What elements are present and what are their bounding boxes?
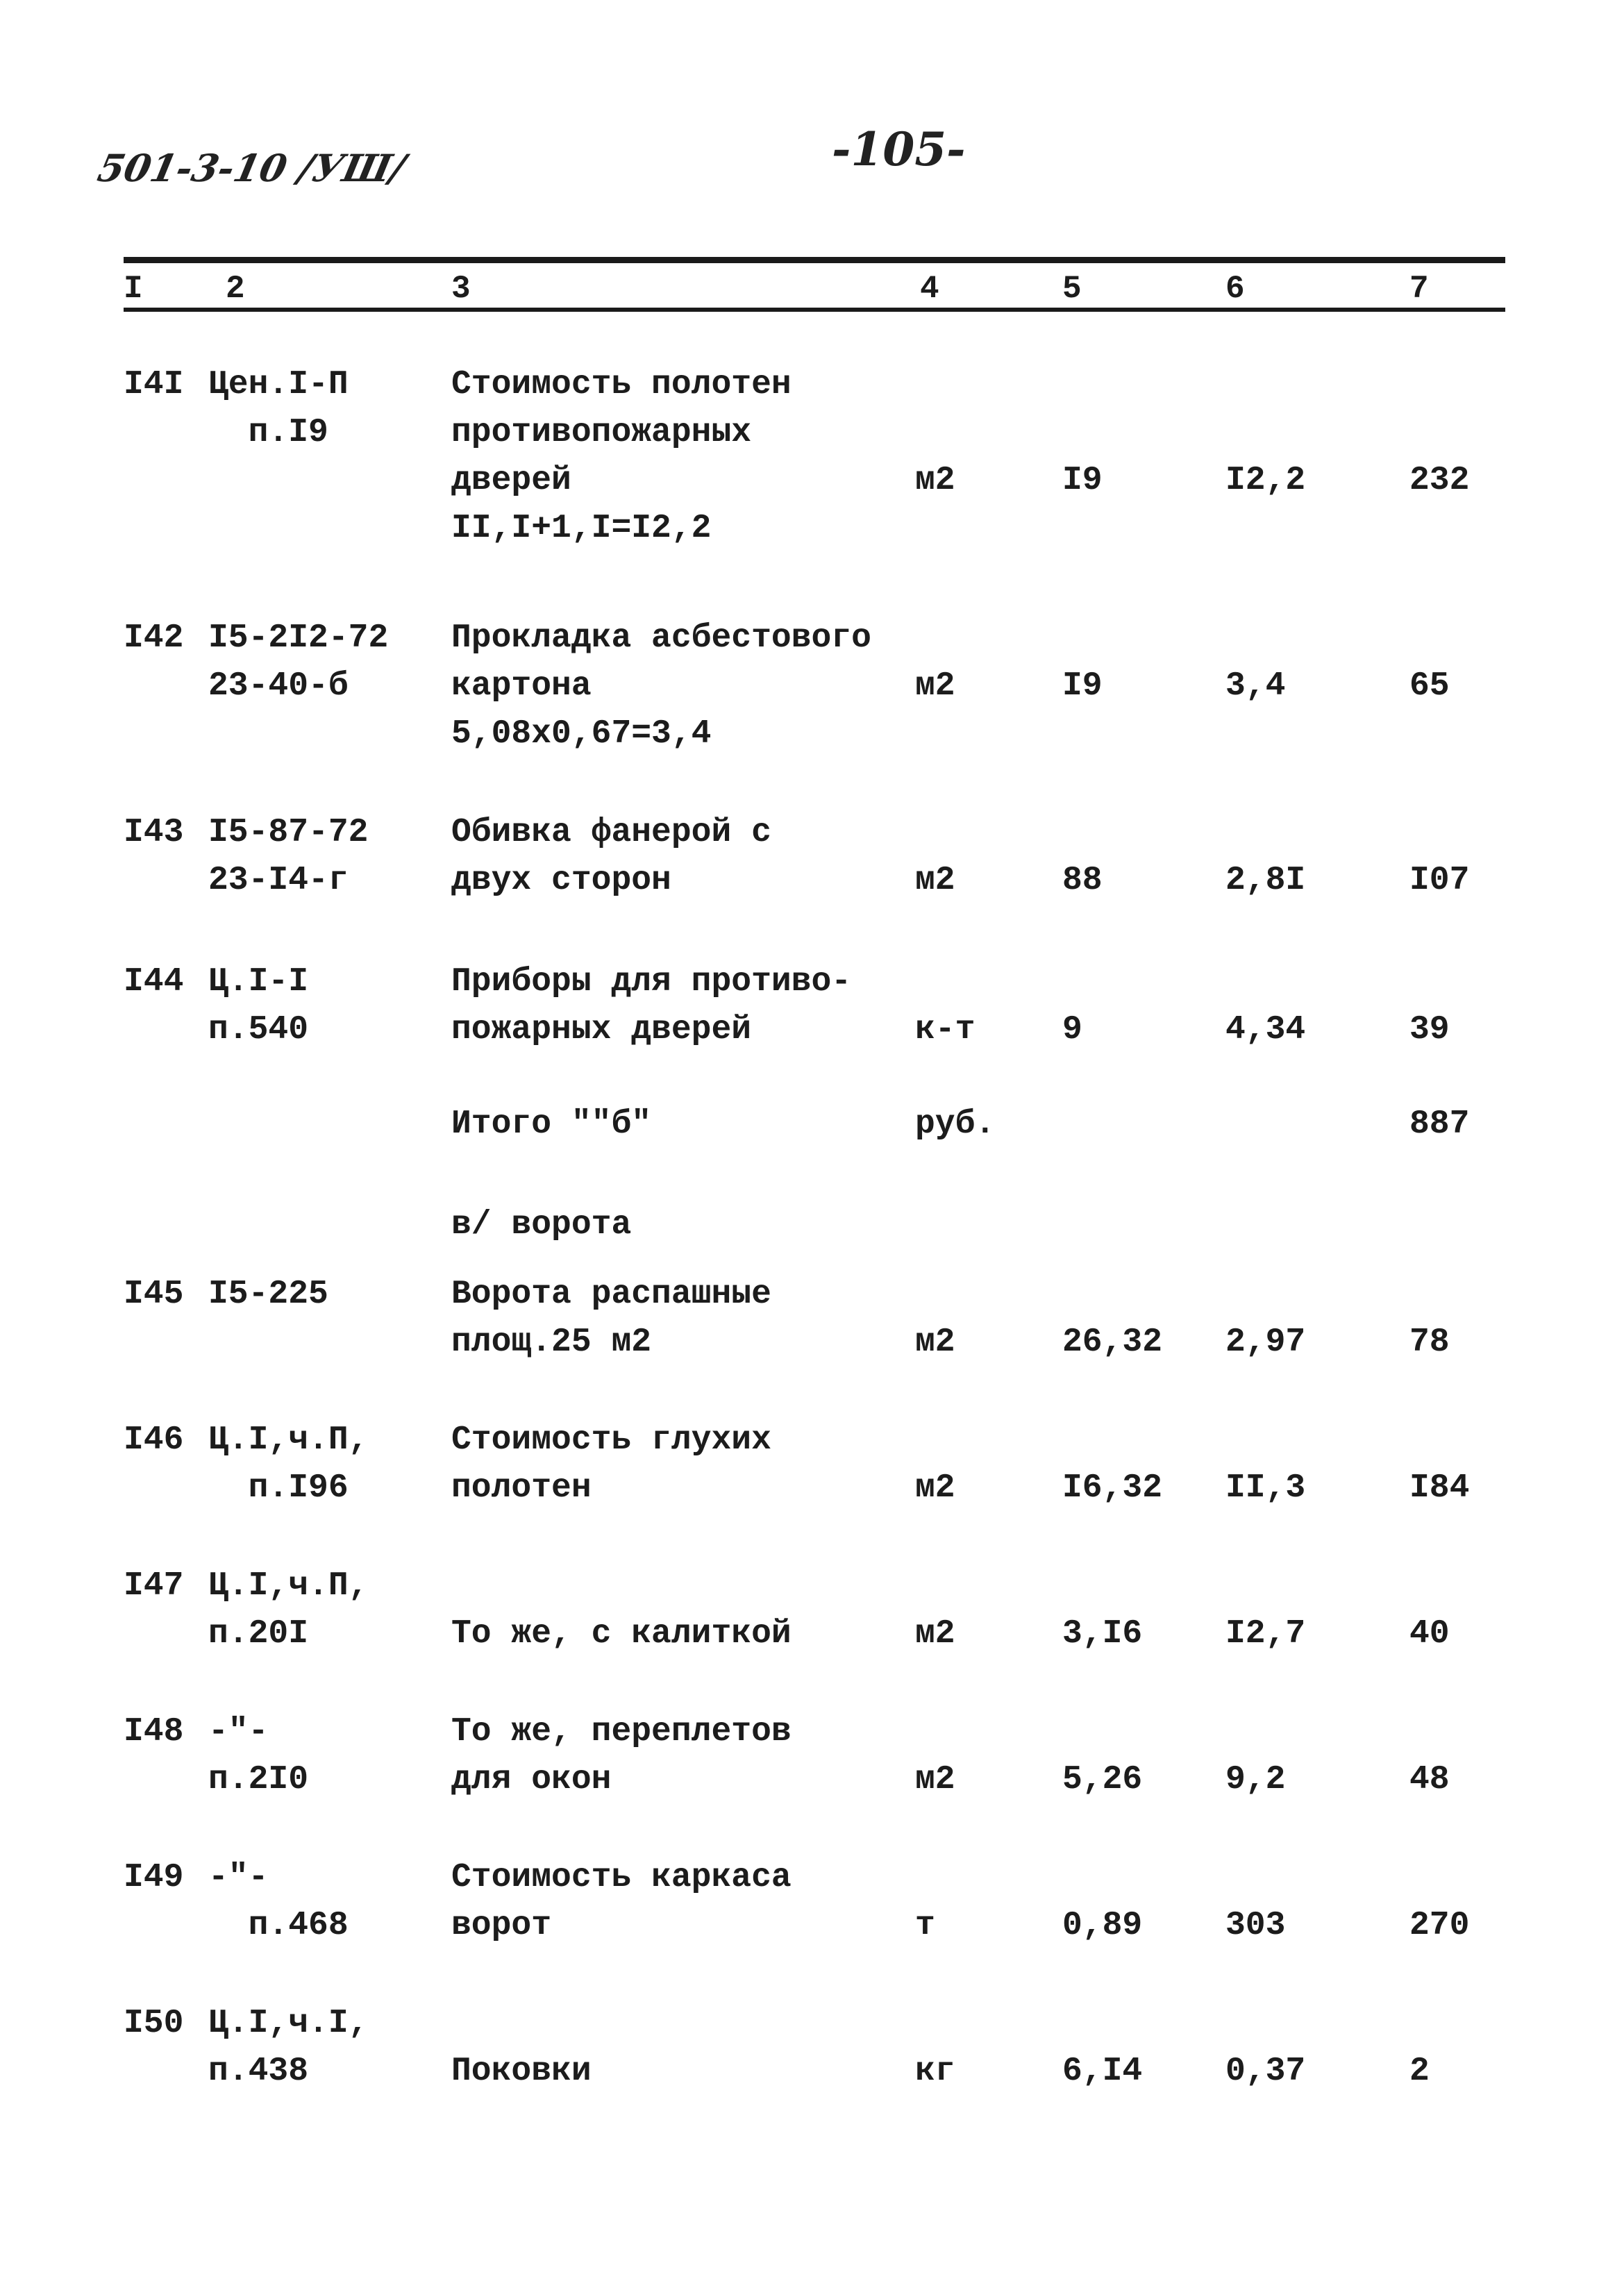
column-header-6: 6 <box>1225 271 1245 307</box>
column-header-7: 7 <box>1409 271 1429 307</box>
row-number: I49 <box>124 1859 184 1896</box>
row-description: Приборы для противо- пожарных дверей <box>451 963 852 1049</box>
header-bottom-rule <box>124 308 1505 312</box>
column-header-5: 5 <box>1062 271 1082 307</box>
column-header-1: I <box>124 271 143 307</box>
row-unit: м2 <box>915 862 955 899</box>
row-number: I4I <box>124 366 184 403</box>
document-code: 501-3-10 /УШ/ <box>94 146 410 190</box>
column-header-3: 3 <box>451 271 471 307</box>
row-quantity: 88 <box>1062 862 1103 899</box>
row-description: Ворота распашные площ.25 м2 <box>451 1276 771 1361</box>
column-header-4: 4 <box>920 271 939 307</box>
row-quantity: 0,89 <box>1062 1907 1143 1944</box>
row-reference: I5-225 <box>208 1276 328 1313</box>
row-reference: Цен.I-П п.I9 <box>208 366 349 451</box>
row-price: 0,37 <box>1225 2053 1306 2090</box>
row-price: 2,97 <box>1225 1323 1306 1361</box>
row-price: 2,8I <box>1225 862 1306 899</box>
row-price: I2,2 <box>1225 462 1306 499</box>
row-number: I43 <box>124 814 184 851</box>
row-number: I50 <box>124 2005 184 2042</box>
row-unit: м2 <box>915 1323 955 1361</box>
row-reference: Ц.I-I п.540 <box>208 963 309 1049</box>
row-reference: Ц.I,ч.П, п.I96 <box>208 1421 369 1507</box>
column-header-2: 2 <box>226 271 245 307</box>
row-total: 40 <box>1409 1615 1450 1653</box>
row-number: I48 <box>124 1713 184 1751</box>
row-unit: м2 <box>915 1615 955 1653</box>
row-number: I42 <box>124 619 184 657</box>
row-quantity: 6,I4 <box>1062 2053 1143 2090</box>
row-unit: кг <box>915 2053 955 2090</box>
row-total: I07 <box>1409 862 1470 899</box>
row-quantity: 5,26 <box>1062 1761 1143 1798</box>
row-reference: I5-2I2-72 23-40-б <box>208 619 389 705</box>
row-total: 39 <box>1409 1011 1450 1049</box>
row-reference: -"- п.2I0 <box>208 1713 309 1798</box>
row-quantity: 26,32 <box>1062 1323 1163 1361</box>
row-quantity: 9 <box>1062 1011 1082 1049</box>
row-description: Стоимость полотен противопожарных дверей II,I+1,I=I2,2 <box>451 366 792 547</box>
row-price: II,3 <box>1225 1469 1306 1507</box>
row-number: I45 <box>124 1276 184 1313</box>
row-reference: -"- п.468 <box>208 1859 349 1944</box>
row-unit: м2 <box>915 1469 955 1507</box>
row-reference: Ц.I,ч.I, п.438 <box>208 2005 369 2090</box>
row-price: 9,2 <box>1225 1761 1286 1798</box>
row-description: То же, переплетов для окон <box>451 1713 792 1798</box>
row-quantity: 3,I6 <box>1062 1615 1143 1653</box>
row-unit: к-т <box>915 1011 976 1049</box>
row-price: 4,34 <box>1225 1011 1306 1049</box>
row-total: 78 <box>1409 1323 1450 1361</box>
row-total: 232 <box>1409 462 1470 499</box>
row-reference: Ц.I,ч.П, п.20I <box>208 1567 369 1653</box>
row-description: Прокладка асбестового картона 5,08х0,67=3,4 <box>451 619 871 753</box>
row-quantity: I6,32 <box>1062 1469 1163 1507</box>
row-quantity: I9 <box>1062 667 1103 705</box>
row-unit: м2 <box>915 667 955 705</box>
row-total: 48 <box>1409 1761 1450 1798</box>
row-price: I2,7 <box>1225 1615 1306 1653</box>
row-quantity: I9 <box>1062 462 1103 499</box>
row-total: 887 <box>1409 1105 1470 1143</box>
row-description: Итого ""б" <box>451 1105 652 1143</box>
row-unit: м2 <box>915 1761 955 1798</box>
table-top-rule <box>124 257 1505 263</box>
page-number: -105- <box>832 122 966 176</box>
row-number: I47 <box>124 1567 184 1605</box>
row-unit: руб. <box>915 1105 996 1143</box>
row-unit: м2 <box>915 462 955 499</box>
row-total: I84 <box>1409 1469 1470 1507</box>
row-description: Стоимость глухих полотен <box>451 1421 771 1507</box>
row-price: 3,4 <box>1225 667 1286 705</box>
row-unit: т <box>915 1907 935 1944</box>
row-description: Обивка фанерой с двух сторон <box>451 814 771 899</box>
row-reference: I5-87-72 23-I4-г <box>208 814 369 899</box>
row-total: 270 <box>1409 1907 1470 1944</box>
row-price: 303 <box>1225 1907 1286 1944</box>
row-description: Поковки <box>451 2053 592 2090</box>
row-description: в/ ворота <box>451 1206 632 1244</box>
row-description: Стоимость каркаса ворот <box>451 1859 792 1944</box>
row-description: То же, с калиткой <box>451 1615 792 1653</box>
row-total: 2 <box>1409 2053 1430 2090</box>
row-total: 65 <box>1409 667 1450 705</box>
row-number: I44 <box>124 963 184 1001</box>
row-number: I46 <box>124 1421 184 1459</box>
